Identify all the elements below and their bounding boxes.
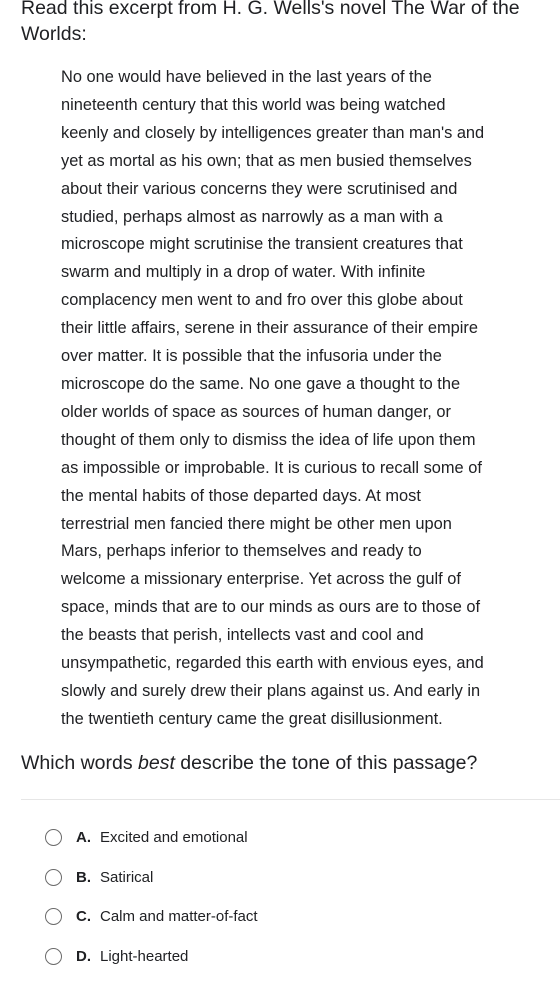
question-prompt xyxy=(21,750,551,776)
option-label: Satirical xyxy=(100,868,154,886)
excerpt-passage xyxy=(61,64,541,734)
question-emphasis: best xyxy=(138,752,175,774)
excerpt-line: terrestrial men fancied there might be other men upon xyxy=(61,514,452,533)
excerpt-line: Mars, perhaps inferior to themselves and ready to xyxy=(61,542,422,561)
excerpt-line: over matter. It is possible that the infusoria under the xyxy=(61,347,442,366)
question-text-end: describe the tone of this passage? xyxy=(174,752,478,774)
radio-button-icon[interactable] xyxy=(45,869,62,886)
excerpt-line: microscope might scrutinise the transient creatures that xyxy=(61,235,463,254)
excerpt-line: swarm and multiply in a drop of water. With infinite xyxy=(61,263,426,282)
excerpt-line: as impossible or improbable. It is curious to recall some of xyxy=(61,458,482,477)
option-b[interactable] xyxy=(45,866,153,888)
excerpt-line: the beasts that perish, intellects vast and cool and xyxy=(61,626,424,645)
radio-button-icon[interactable] xyxy=(45,908,62,925)
option-letter: B. xyxy=(76,868,91,886)
option-label: Calm and matter-of-fact xyxy=(100,907,258,925)
option-d[interactable] xyxy=(45,945,188,967)
option-letter: A. xyxy=(76,828,91,846)
excerpt-line: yet as mortal as his own; that as men busied themselves xyxy=(61,151,472,170)
excerpt-line: slowly and surely drew their plans against us. And early in xyxy=(61,681,481,700)
excerpt-line: unsympathetic, regarded this earth with envious eyes, and xyxy=(61,654,484,673)
excerpt-line: complacency men went to and fro over this globe about xyxy=(61,291,463,310)
excerpt-line: microscope do the same. No one gave a thought to the xyxy=(61,374,461,393)
excerpt-line: older worlds of space as sources of human danger, or xyxy=(61,402,451,421)
question-intro: Read this excerpt from H. G. Wells's novel The War of the Worlds: xyxy=(21,0,520,45)
radio-button-icon[interactable] xyxy=(45,829,62,846)
excerpt-line: No one would have believed in the last years of the xyxy=(61,68,432,86)
option-label: Light-hearted xyxy=(100,947,189,965)
excerpt-line: keenly and closely by intelligences greater than man's and xyxy=(61,123,485,142)
excerpt-line: about their various concerns they were scrutinised and xyxy=(61,179,458,198)
excerpt-line: welcome a missionary enterprise. Yet across the gulf of xyxy=(61,570,461,589)
excerpt-line: the mental habits of those departed days. At most xyxy=(61,486,421,505)
radio-button-icon[interactable] xyxy=(45,948,62,965)
excerpt-line: space, minds that are to our minds as ours are to those of xyxy=(61,598,481,617)
excerpt-line: the twentieth century came the great disillusionment. xyxy=(61,709,443,728)
excerpt-line: their little affairs, serene in their assurance of their empire xyxy=(61,319,478,338)
option-letter: C. xyxy=(76,907,91,925)
divider xyxy=(21,799,560,800)
option-label: Excited and emotional xyxy=(100,828,248,846)
question-text-start: Which words xyxy=(21,752,139,774)
excerpt-line: thought of them only to dismiss the idea of life upon them xyxy=(61,430,476,449)
option-a[interactable] xyxy=(45,826,248,848)
excerpt-line: nineteenth century that this world was being watched xyxy=(61,95,446,114)
option-c[interactable] xyxy=(45,905,258,927)
option-letter: D. xyxy=(76,947,91,965)
excerpt-line: studied, perhaps almost as narrowly as a man with a xyxy=(61,207,443,226)
